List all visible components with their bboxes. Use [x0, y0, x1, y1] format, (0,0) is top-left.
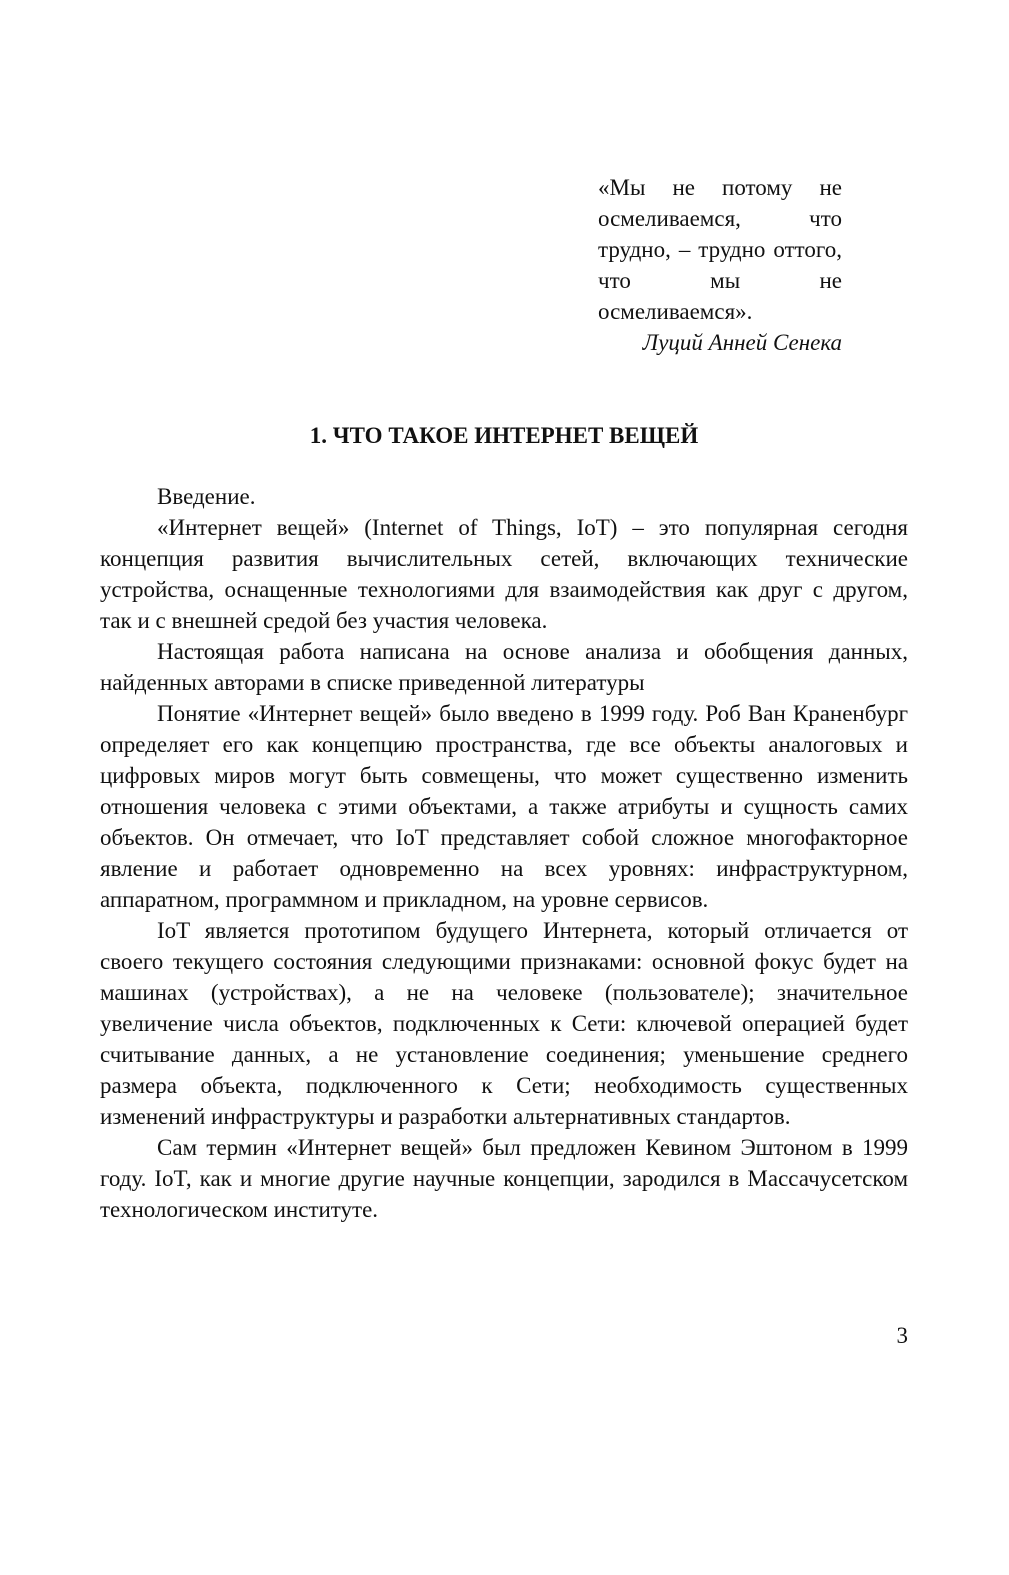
- epigraph-author: Луций Анней Сенека: [642, 330, 842, 355]
- epigraph: [598, 172, 842, 358]
- body-paragraph: Понятие «Интернет вещей» было введено в 1999 году. Роб Ван Краненбург определяет его как концепцию пространства, где все объекты аналоговых и цифровых миров могут быть совмещены, что может существенно изменить отношения человека с этими объектами, а также атрибуты и сущность самих объектов. Он отмечает, что IoT представляет собой сложное многофакторное явление и работает одновременно на всех уровнях: инфраструктурном, аппаратном, программном и прикладном, на уровне сервисов.: [100, 701, 908, 912]
- body-paragraph: Сам термин «Интернет вещей» был предложен Кевином Эштоном в 1999 году. IoT, как и многие другие научные концепции, зародился в Массачусетском технологическом институте.: [100, 1135, 908, 1222]
- body-paragraph: Настоящая работа написана на основе анализа и обобщения данных, найденных авторами в списке приведенной литературы: [100, 639, 908, 695]
- body-paragraph: «Интернет вещей» (Internet of Things, IoT) – это популярная сегодня концепция развития вычислительных сетей, включающих технические устройства, оснащенные технологиями для взаимодействия как друг с другом, так и с внешней средой без участия человека.: [100, 515, 908, 633]
- chapter-title: 1. ЧТО ТАКОЕ ИНТЕРНЕТ ВЕЩЕЙ: [309, 423, 699, 448]
- chapter-body: [100, 481, 908, 1225]
- intro-heading-paragraph: Введение.: [157, 484, 256, 509]
- page-number: 3: [896, 1323, 908, 1348]
- body-paragraph: IoT является прототипом будущего Интернета, который отличается от своего текущего состояния следующими признаками: основной фокус будет на машинах (устройствах), а не на человеке (пользователе); значительное увеличение числа объектов, подключенных к Сети: ключевой операцией будет считывание данных, а не установление соединения; уменьшение среднего размера объекта, подключенного к Сети; необходимость существенных изменений инфраструктуры и разработки альтернативных стандартов.: [100, 918, 908, 1129]
- epigraph-quote: «Мы не потому не осмеливаемся, что трудно, – трудно оттого, что мы не осмеливаемся».: [598, 175, 842, 324]
